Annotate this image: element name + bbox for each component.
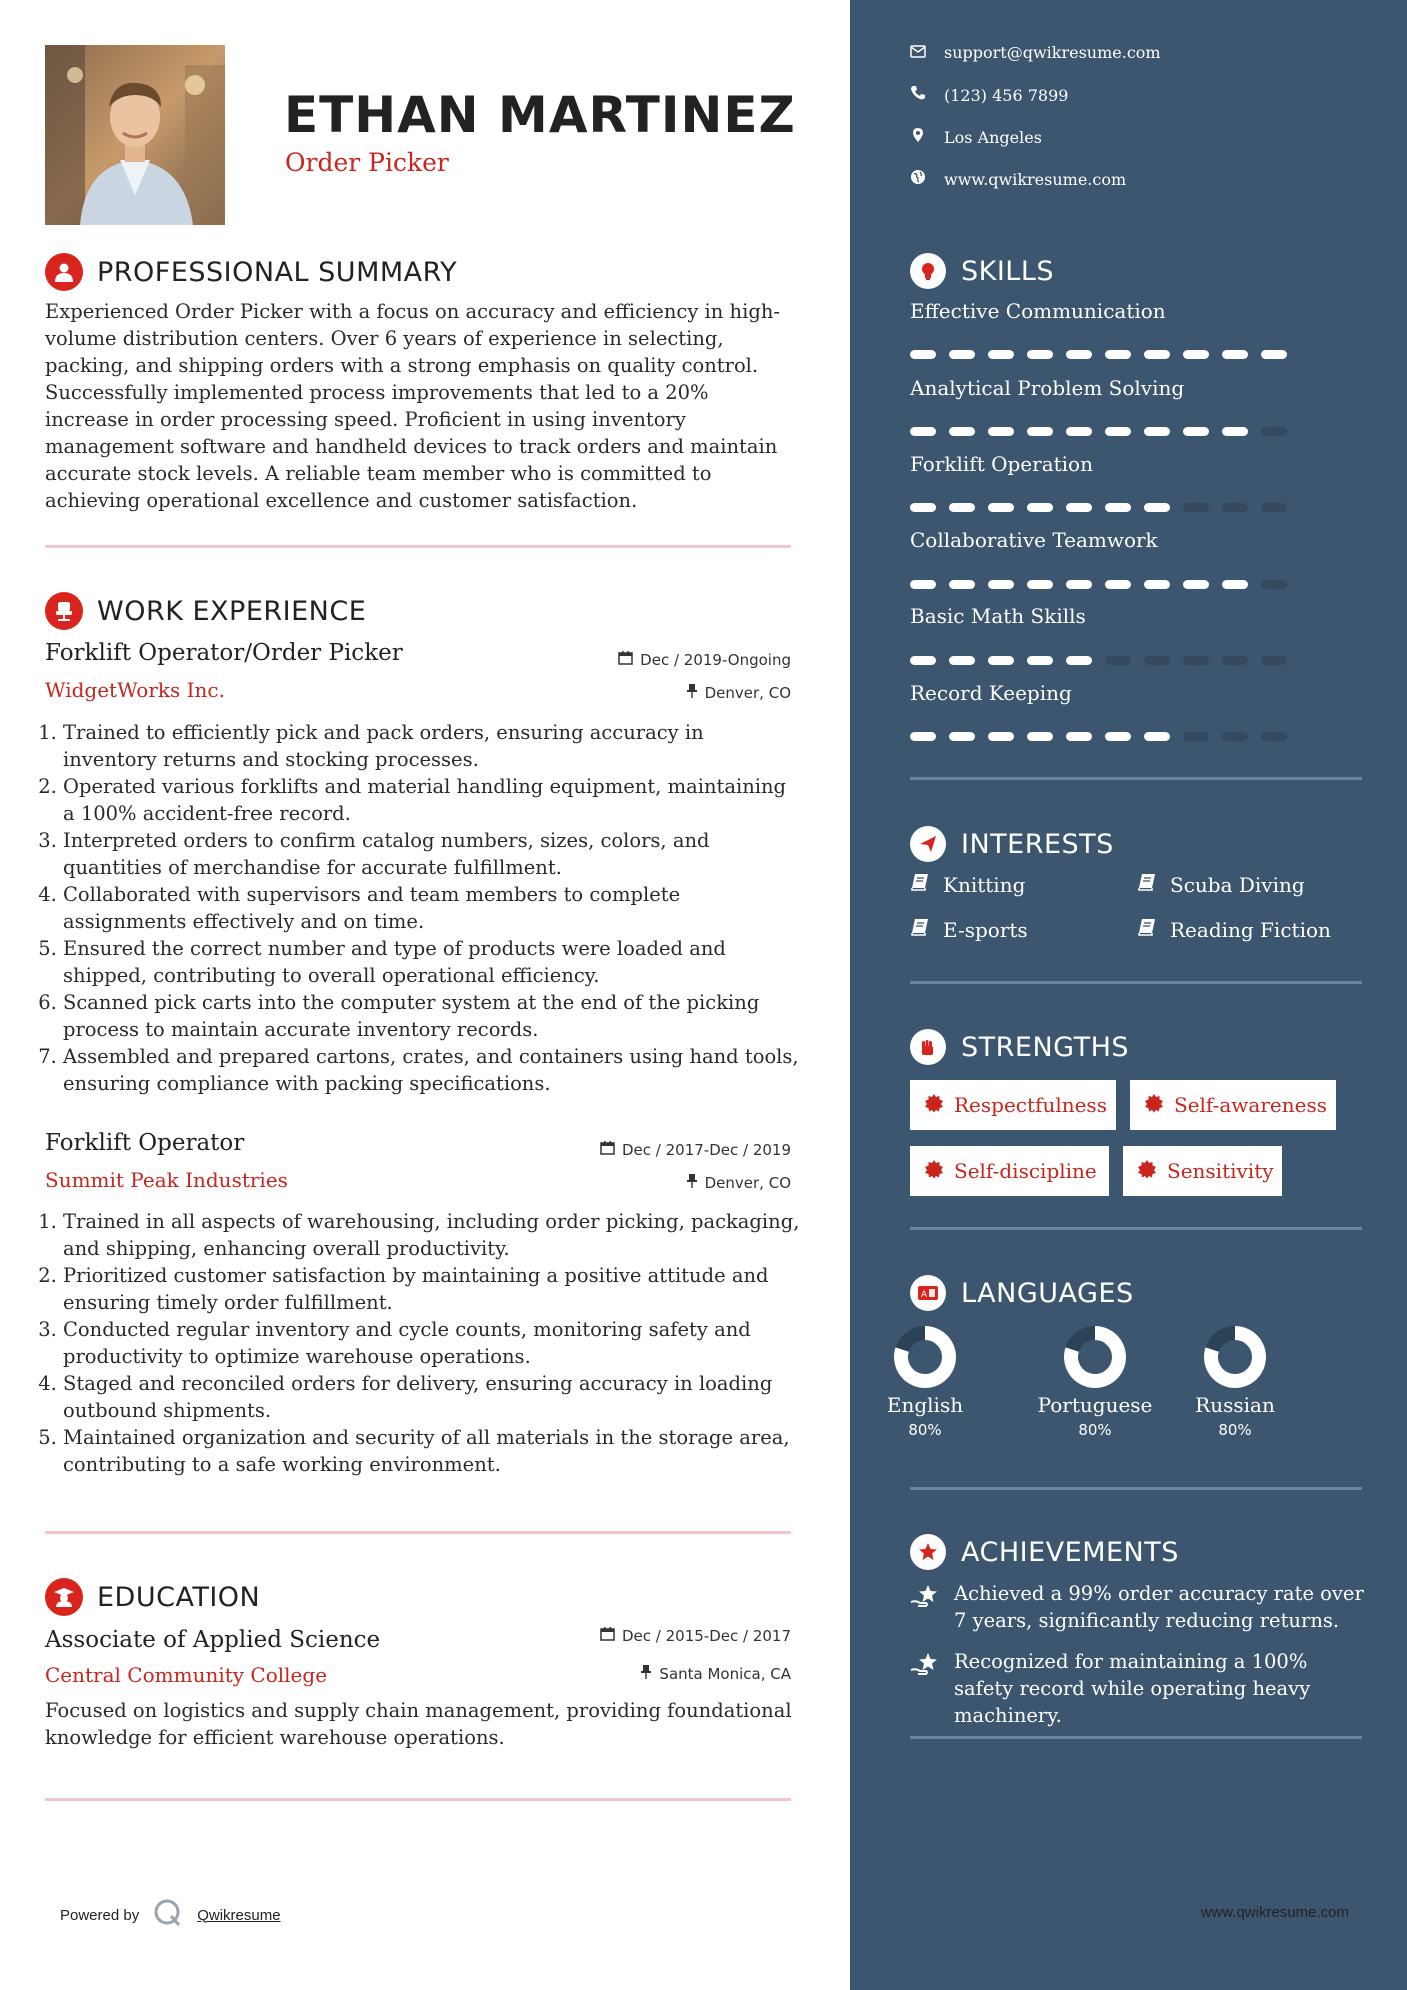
interest-item: Knitting (910, 872, 1025, 897)
skill-level-segment (949, 503, 975, 512)
skill-level-segment (1144, 350, 1170, 359)
graduate-icon (45, 1578, 83, 1616)
achievements-heading (910, 1534, 1179, 1570)
qwikresume-logo-icon (153, 1898, 183, 1932)
skill-level-segment (1105, 427, 1131, 436)
skill-level-segment (910, 350, 936, 359)
skill-name: Basic Math Skills (910, 604, 1086, 628)
skill-bar (910, 350, 1287, 359)
skill-level-segment (1027, 427, 1053, 436)
interests-heading (910, 826, 1114, 862)
fist-icon (910, 1029, 946, 1065)
job-location: Denver, CO (686, 1173, 791, 1192)
skill-level-segment (988, 656, 1014, 665)
skill-level-segment (1222, 350, 1248, 359)
profile-photo (45, 45, 225, 225)
skill-level-segment (988, 503, 1014, 512)
skill-level-segment (1261, 427, 1287, 436)
list-item: 2. Operated various forklifts and material handling equipment, maintaining a 100% accident-free record. (63, 773, 801, 827)
divider (910, 1736, 1362, 1739)
skill-level-segment (988, 350, 1014, 359)
skill-level-segment (1144, 732, 1170, 741)
divider (910, 1227, 1362, 1230)
language-name: Russian (1195, 1393, 1275, 1417)
divider (45, 545, 791, 548)
education-description: Focused on logistics and supply chain management, providing foundational knowledge for efficient warehouse operations. (45, 1699, 792, 1749)
interest-item: Reading Fiction (1137, 917, 1331, 942)
star-icon (910, 1534, 946, 1570)
contact-phone: (123) 456 7899 (910, 85, 1068, 105)
candidate-name: ETHAN MARTINEZ (284, 86, 796, 144)
skill-level-segment (1105, 580, 1131, 589)
badge-icon (1137, 1159, 1157, 1184)
sidebar (850, 0, 1407, 1990)
language-item (850, 1325, 1000, 1439)
skill-level-segment (988, 580, 1014, 589)
skill-level-segment (1222, 427, 1248, 436)
skill-name: Collaborative Teamwork (910, 528, 1158, 552)
badge-icon (924, 1093, 944, 1118)
book-icon (910, 872, 930, 897)
badge-icon (1144, 1093, 1164, 1118)
divider (910, 981, 1362, 984)
experience-heading (45, 592, 366, 630)
skill-bar (910, 656, 1287, 665)
skill-level-segment (1027, 503, 1053, 512)
skill-level-segment (910, 656, 936, 665)
list-item: 3. Interpreted orders to confirm catalog numbers, sizes, colors, and quantities of merchandise for accurate fulfillment. (63, 827, 801, 881)
skill-level-segment (910, 580, 936, 589)
languages-heading (910, 1275, 1134, 1311)
skill-level-segment (1183, 350, 1209, 359)
list-item: 5. Maintained organization and security of all materials in the storage area, contributing to a safe working environment. (63, 1424, 801, 1478)
skill-bar (910, 427, 1287, 436)
strength-badge: Self-discipline (910, 1146, 1109, 1196)
skill-level-segment (910, 503, 936, 512)
pin-icon (686, 683, 698, 702)
list-item: 3. Conducted regular inventory and cycle counts, monitoring safety and productivity to optimize warehouse operations. (63, 1316, 801, 1370)
skill-level-segment (1066, 580, 1092, 589)
badge-icon (924, 1159, 944, 1184)
skill-level-segment (1027, 732, 1053, 741)
list-item: 2. Prioritized customer satisfaction by maintaining a positive attitude and ensuring timely order fulfillment. (63, 1262, 801, 1316)
strength-badge: Respectfulness (910, 1080, 1116, 1130)
education-school: Central Community College (45, 1663, 328, 1687)
user-icon (45, 253, 83, 291)
job-duties (45, 1208, 801, 1478)
language-level-ring (1203, 1325, 1267, 1389)
skill-level-segment (1105, 503, 1131, 512)
skill-level-segment (1066, 427, 1092, 436)
education-title: EDUCATION (97, 1581, 261, 1613)
skill-level-segment (1144, 427, 1170, 436)
translate-icon (910, 1275, 946, 1311)
list-item: 1. Trained in all aspects of warehousing, including order picking, packaging, and shipping, enhancing overall productivity. (63, 1208, 801, 1262)
calendar-icon (618, 650, 633, 669)
list-item: 5. Ensured the correct number and type of products were loaded and shipped, contributing to overall operational efficiency. (63, 935, 801, 989)
lightbulb-icon (910, 253, 946, 289)
interest-item: E-sports (910, 917, 1028, 942)
skill-level-segment (949, 427, 975, 436)
skill-name: Effective Communication (910, 299, 1166, 323)
qwikresume-link[interactable]: Qwikresume (197, 1906, 281, 1924)
summary-title: PROFESSIONAL SUMMARY (97, 256, 458, 288)
skill-level-segment (1222, 580, 1248, 589)
strength-badge: Sensitivity (1123, 1146, 1282, 1196)
skill-level-segment (988, 732, 1014, 741)
divider (910, 1487, 1362, 1490)
list-item: 4. Collaborated with supervisors and team members to complete assignments effectively and on time. (63, 881, 801, 935)
pin-icon (686, 1173, 698, 1192)
language-level-ring (1063, 1325, 1127, 1389)
envelope-icon (910, 43, 926, 62)
contact-website: www.qwikresume.com (910, 169, 1126, 189)
education-heading (45, 1578, 260, 1616)
skill-level-segment (1027, 580, 1053, 589)
skill-level-segment (1144, 580, 1170, 589)
strengths-title: STRENGTHS (961, 1031, 1130, 1063)
strengths-heading (910, 1029, 1129, 1065)
book-icon (910, 917, 930, 942)
skill-level-segment (949, 350, 975, 359)
powered-by: Powered by Qwikresume (60, 1898, 281, 1932)
pin-icon (640, 1664, 652, 1683)
list-item: 7. Assembled and prepared cartons, crates, and containers using hand tools, ensuring compliance with packing specifications. (63, 1043, 801, 1097)
language-item (1160, 1325, 1310, 1439)
list-item: 6. Scanned pick carts into the computer system at the end of the picking process to maintain accurate inventory records. (63, 989, 801, 1043)
map-marker-icon (910, 127, 926, 147)
education-location: Santa Monica, CA (640, 1664, 791, 1683)
skill-level-segment (1222, 503, 1248, 512)
language-name: Portuguese (1037, 1393, 1153, 1417)
skill-level-segment (1066, 350, 1092, 359)
skill-level-segment (1066, 732, 1092, 741)
skill-level-segment (910, 427, 936, 436)
skill-level-segment (949, 656, 975, 665)
interests-title: INTERESTS (961, 828, 1114, 860)
education-date: Dec / 2015-Dec / 2017 (600, 1626, 791, 1645)
skill-level-segment (1027, 350, 1053, 359)
skill-level-segment (1261, 503, 1287, 512)
star-hand-icon (910, 1580, 944, 1634)
language-level: 80% (908, 1421, 942, 1439)
achievement-item: Achieved a 99% order accuracy rate over 7 years, significantly reducing returns. (910, 1580, 1370, 1634)
skill-level-segment (949, 580, 975, 589)
skill-level-segment (1144, 656, 1170, 665)
language-name: English (886, 1393, 964, 1417)
skill-level-segment (1105, 732, 1131, 741)
skills-title: SKILLS (961, 255, 1055, 287)
skill-level-segment (1105, 656, 1131, 665)
job-location: Denver, CO (686, 683, 791, 702)
summary-heading (45, 253, 457, 291)
divider (910, 777, 1362, 780)
job-company: Summit Peak Industries (45, 1168, 288, 1192)
language-level: 80% (1218, 1421, 1252, 1439)
divider (45, 1531, 791, 1534)
skill-level-segment (1027, 656, 1053, 665)
skill-bar (910, 732, 1287, 741)
job-company: WidgetWorks Inc. (45, 678, 225, 702)
skill-bar (910, 503, 1287, 512)
book-icon (1137, 872, 1157, 897)
list-item: 1. Trained to efficiently pick and pack orders, ensuring accuracy in inventory returns and stocking processes. (63, 719, 801, 773)
calendar-icon (600, 1626, 615, 1645)
divider (45, 1798, 791, 1801)
skill-level-segment (1183, 732, 1209, 741)
star-hand-icon (910, 1648, 944, 1729)
strength-badge: Self-awareness (1130, 1080, 1336, 1130)
skill-name: Record Keeping (910, 681, 1072, 705)
contact-email: support@qwikresume.com (910, 43, 1161, 62)
achievement-item: Recognized for maintaining a 100% safety record while operating heavy machinery. (910, 1648, 1370, 1729)
list-item: 4. Staged and reconciled orders for delivery, ensuring accuracy in loading outbound shipments. (63, 1370, 801, 1424)
skill-level-segment (1222, 732, 1248, 741)
job-date: Dec / 2017-Dec / 2019 (600, 1140, 791, 1159)
skill-level-segment (1183, 656, 1209, 665)
skill-level-segment (1144, 503, 1170, 512)
contact-location: Los Angeles (910, 127, 1042, 147)
chair-icon (45, 592, 83, 630)
languages-title: LANGUAGES (961, 1277, 1134, 1309)
job-title: Forklift Operator (45, 1130, 245, 1156)
candidate-job-title: Order Picker (285, 148, 449, 177)
skill-level-segment (1222, 656, 1248, 665)
skill-bar (910, 580, 1287, 589)
footer-website[interactable]: www.qwikresume.com (1200, 1904, 1349, 1921)
interest-item: Scuba Diving (1137, 872, 1305, 897)
skill-level-segment (1105, 350, 1131, 359)
skill-name: Analytical Problem Solving (910, 376, 1185, 400)
language-level-ring (893, 1325, 957, 1389)
job-title: Forklift Operator/Order Picker (45, 640, 403, 666)
skill-level-segment (1183, 580, 1209, 589)
achievements-title: ACHIEVEMENTS (961, 1536, 1179, 1568)
language-level: 80% (1078, 1421, 1112, 1439)
skill-level-segment (910, 732, 936, 741)
skill-level-segment (949, 732, 975, 741)
paper-plane-icon (910, 826, 946, 862)
skill-level-segment (1261, 350, 1287, 359)
job-date: Dec / 2019-Ongoing (618, 650, 791, 669)
job-duties (45, 719, 801, 1097)
skill-name: Forklift Operation (910, 452, 1093, 476)
calendar-icon (600, 1140, 615, 1159)
skill-level-segment (1066, 656, 1092, 665)
phone-icon (910, 85, 926, 105)
skill-level-segment (1261, 580, 1287, 589)
language-item (1020, 1325, 1170, 1439)
skill-level-segment (1066, 503, 1092, 512)
skill-level-segment (1183, 427, 1209, 436)
experience-title: WORK EXPERIENCE (97, 595, 367, 627)
skill-level-segment (1183, 503, 1209, 512)
skill-level-segment (1261, 732, 1287, 741)
summary-text: Experienced Order Picker with a focus on accuracy and efficiency in high-volume distribution centers. Over 6 years of experience in selecting, packing, and shipping orders with a strong emphasis on quality control. Successfully implemented process improvements that led to a 20% increase in order processing speed. Proficient in using inventory management software and handheld devices to track orders and maintain accurate stock levels. A reliable team member who is committed to achieving operational excellence and customer satisfaction. (45, 300, 780, 512)
globe-icon (910, 169, 926, 189)
skill-level-segment (988, 427, 1014, 436)
book-icon (1137, 917, 1157, 942)
svg-text:A: A (921, 1290, 928, 1300)
skill-level-segment (1261, 656, 1287, 665)
skills-heading (910, 253, 1054, 289)
education-degree: Associate of Applied Science (45, 1627, 381, 1653)
